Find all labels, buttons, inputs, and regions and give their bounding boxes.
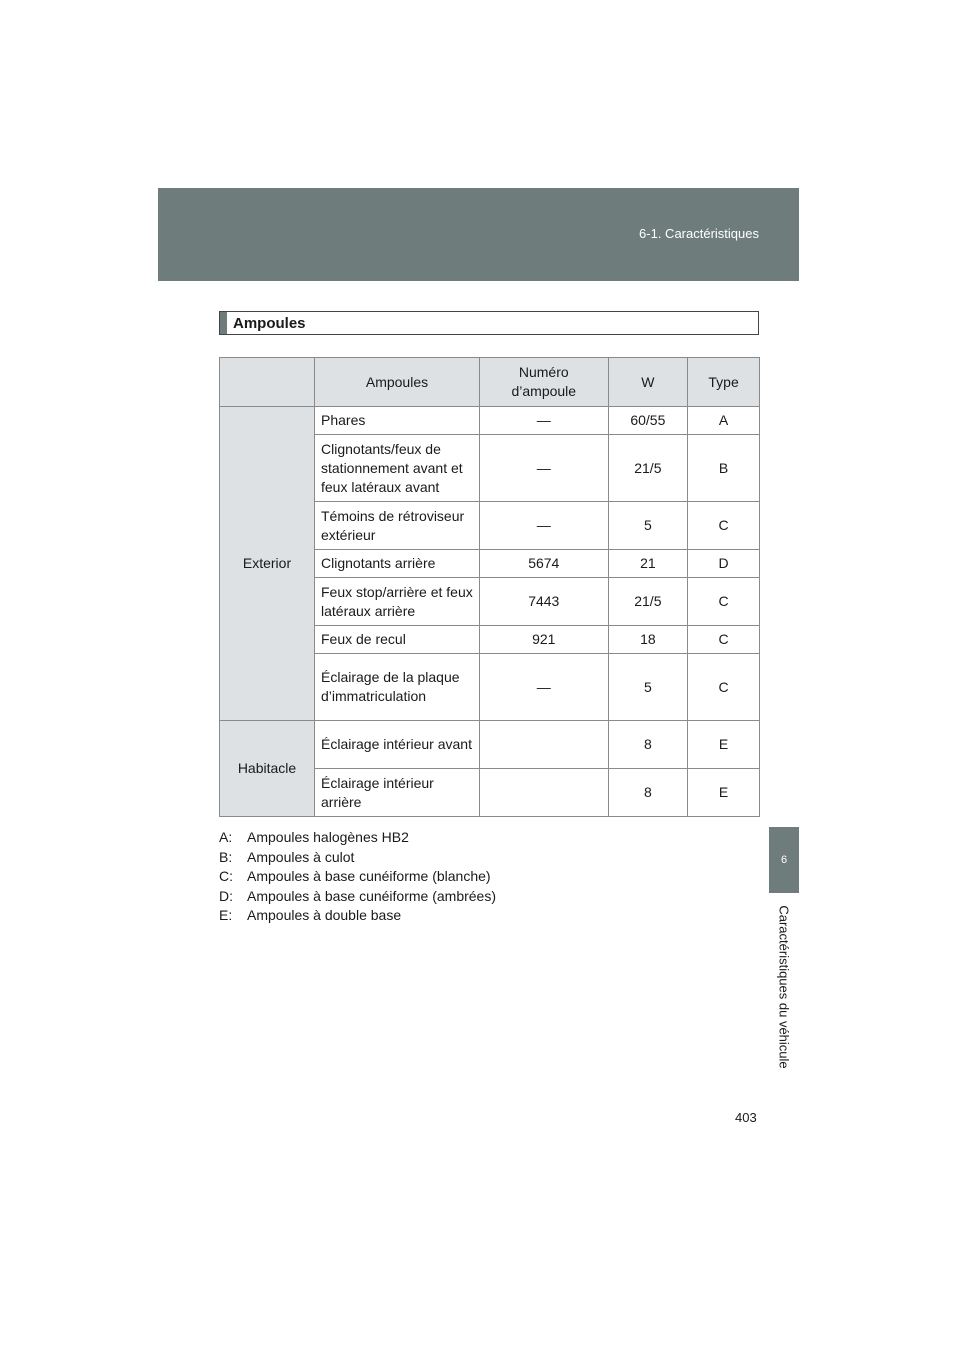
bulb-type: C xyxy=(688,502,760,550)
note-key: A: xyxy=(219,829,233,845)
chapter-tab xyxy=(769,827,799,893)
bulb-type: C xyxy=(688,654,760,721)
note-key: E: xyxy=(219,907,233,923)
bulb-number xyxy=(480,769,609,817)
bulb-table xyxy=(219,357,760,817)
header-cell-type: Type xyxy=(688,358,760,407)
bulb-watts: 60/55 xyxy=(608,407,688,435)
page-number: 403 xyxy=(735,1110,757,1125)
legend-notes xyxy=(219,828,496,926)
bulb-type: E xyxy=(688,721,760,769)
table-header-row xyxy=(220,358,760,407)
note-key: C: xyxy=(219,868,233,884)
bulb-watts: 8 xyxy=(608,769,688,817)
bulb-watts: 21 xyxy=(608,550,688,578)
bulb-name: Phares xyxy=(315,407,480,435)
note-key: D: xyxy=(219,887,233,904)
list-item xyxy=(219,828,496,848)
table-row xyxy=(220,407,760,435)
bulb-type: D xyxy=(688,550,760,578)
list-item xyxy=(219,848,496,868)
bulb-number: — xyxy=(480,654,609,721)
group-label-exterior: Exterior xyxy=(220,407,315,721)
table-row xyxy=(220,721,760,769)
note-text: Ampoules à culot xyxy=(247,848,355,865)
bulb-name: Éclairage intérieur avant xyxy=(315,721,480,769)
note-text: Ampoules halogènes HB2 xyxy=(247,829,409,845)
bulb-type: C xyxy=(688,626,760,654)
bulb-watts: 21/5 xyxy=(608,435,688,502)
section-title-bar xyxy=(220,312,227,334)
bulb-type: B xyxy=(688,435,760,502)
section-title-box xyxy=(219,311,759,335)
bulb-number: — xyxy=(480,435,609,502)
header-cell-bulbs: Ampoules xyxy=(315,358,480,407)
list-item xyxy=(219,867,496,887)
bulb-number: 921 xyxy=(480,626,609,654)
bulb-type: C xyxy=(688,578,760,626)
section-title: Ampoules xyxy=(233,314,306,332)
list-item xyxy=(219,906,496,926)
bulb-watts: 18 xyxy=(608,626,688,654)
list-item xyxy=(219,887,496,907)
bulb-name: Clignotants arrière xyxy=(315,550,480,578)
bulb-number xyxy=(480,721,609,769)
header-cell-number: Numéro d’ampoule xyxy=(480,358,609,407)
bulb-watts: 5 xyxy=(608,654,688,721)
header-cell-watts: W xyxy=(608,358,688,407)
bulb-name: Éclairage intérieur arrière xyxy=(315,769,480,817)
bulb-number: — xyxy=(480,407,609,435)
note-text: Ampoules à double base xyxy=(247,907,402,923)
chapter-label: Caractéristiques du véhicule xyxy=(776,905,792,1069)
group-label-habitacle: Habitacle xyxy=(220,721,315,817)
header-band xyxy=(158,188,799,281)
note-key: B: xyxy=(219,848,233,865)
bulb-number: 5674 xyxy=(480,550,609,578)
bulb-name: Feux stop/arrière et feux latéraux arrière xyxy=(315,578,480,626)
bulb-type: E xyxy=(688,769,760,817)
note-text: Ampoules à base cunéiforme (ambrées) xyxy=(247,887,497,904)
bulb-name: Clignotants/feux de stationnement avant et feux latéraux avant xyxy=(315,435,480,502)
bulb-type: A xyxy=(688,407,760,435)
header-section-title: 6-1. Caractéristiques xyxy=(639,226,759,241)
bulb-name: Feux de recul xyxy=(315,626,480,654)
bulb-watts: 21/5 xyxy=(608,578,688,626)
bulb-name: Éclairage de la plaque d’immatriculation xyxy=(315,654,480,721)
header-cell-empty xyxy=(220,358,315,407)
bulb-watts: 8 xyxy=(608,721,688,769)
chapter-number: 6 xyxy=(780,854,788,866)
bulb-name: Témoins de rétroviseur extérieur xyxy=(315,502,480,550)
bulb-number: 7443 xyxy=(480,578,609,626)
bulb-number: — xyxy=(480,502,609,550)
note-text: Ampoules à base cunéiforme (blanche) xyxy=(247,868,491,884)
bulb-watts: 5 xyxy=(608,502,688,550)
